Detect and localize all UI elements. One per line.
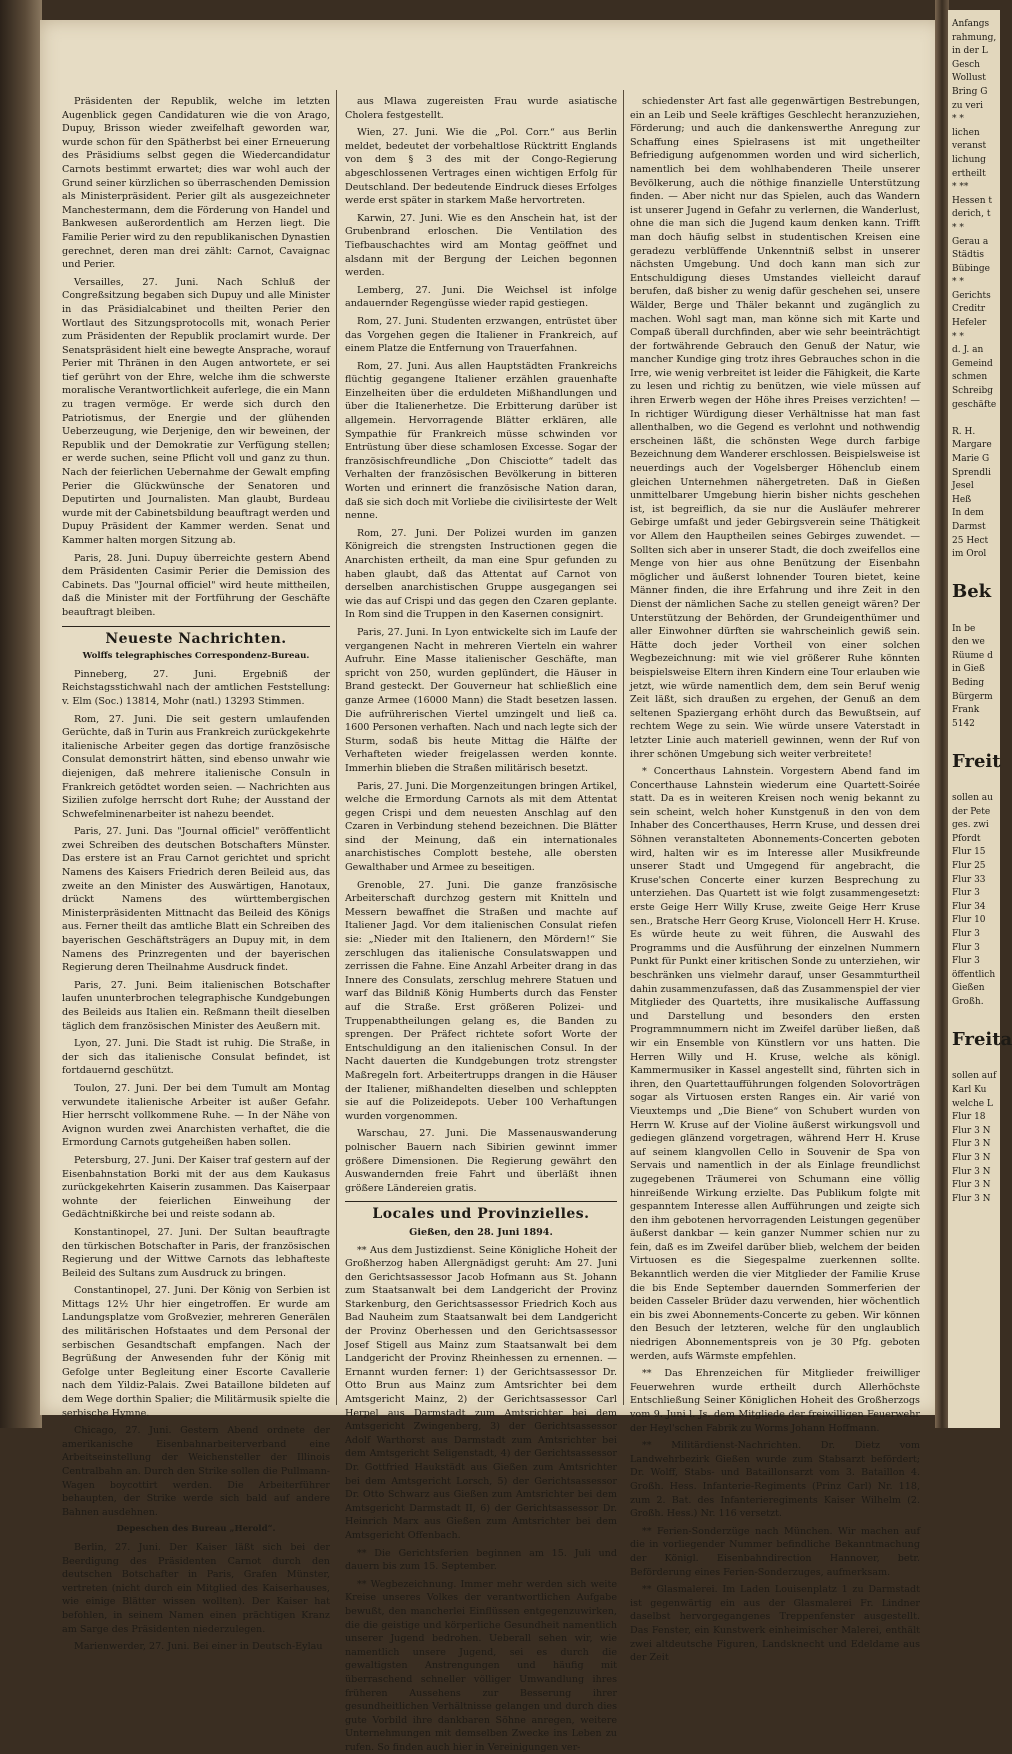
adjacent-page-line bbox=[952, 562, 998, 576]
adjacent-page-line: Creditr bbox=[952, 304, 986, 315]
article-paragraph: ** Ferien-Sonderzüge nach München. Wir machen auf die in vorliegender Nummer befindliche Bekanntmachung der Königl. Eisenbahndirection Hannover, betr. Beförderung eines Ferien-Sonderzuges, aufmerksam. bbox=[630, 1525, 920, 1578]
adjacent-page-line: * * bbox=[952, 222, 964, 233]
adjacent-page-line: Gemeind bbox=[952, 358, 993, 369]
article-paragraph: schiedenster Art fast alle gegenwärtigen Bestrebungen, ein an Leib und Seele kräftiges Geschlecht heranzuziehen, Förderung; und auch die dankenswerthe Anregung zur Schaffung eines Spielrasens ist mit ungetheilter Befriedigung aufgenommen worden und wird sicherlich, namentlich bei dem wohlhabenderen Theile unserer Bevölkerung, auch die nöthige finanzielle Unterstützung finden. — Aber nicht nur das Spielen, auch das Wandern ist unserer Jugend in Gefahr zu verlernen, die Wanderlust, ohne die man sich die Jugend kaum denken kann. Trifft man doch häufig selbst in studentischen Kreisen eine geradezu verblüffende Unkenntniß selbst in unserer nächsten Umgebung. Und doch kann man sich zur Entschuldigung dieses Umstandes vielleicht darauf berufen, daß bisher zu wenig dafür geschehen sei, unsere Wälder, Berge und Thäler bekannt und zugänglich zu machen. Wohl sagt man, man könne sich mit Karte und Compaß überall durchfinden, aber wie sehr beeinträchtigt der fortwährende Gebrauch den Genuß der Natur, wie mancher Kundige ging trotz ihres Gebrauches schon in die Irre, wie wenig verbreitet ist leider die Fähigkeit, die Karte zu lesen und richtig zu benützen, wie viele müssen auf ihren Erwerb wegen der Höhe ihres Preises verzichten! — In richtiger Würdigung dieser Verhältnisse hat man fast allenthalben, wo die Gegend es verlohnt und nothwendig erscheinen läßt, die schönsten Wege durch farbige Bezeichnung dem Wanderer erschlossen. Beispielsweise ist neuerdings auch der Vogelsberger Höhenclub einem gleichen Unternehmen nähergetreten. Daß in Gießen unmittelbarer Umgebung hierin bisher nichts geschehen ist, ist begreiflich, da sie nur die Ausläufer mehrerer Gebirge umfaßt und jeder Gebirgsverein seine Thätigkeit vor Allem den Hauptheilen seines Gebirges zuwendet. — Sollten sich aber in unserer Stadt, die doch zweifellos eine Menge von hier aus ohne Benützung der Eisenbahn möglicher und äußerst lohnender Touren bietet, keine Männer finden, die ihre Erfahrung und ihre Zeit in den Dienst der nämlichen Sache zu stellen geneigt wären? Der Unterstützung der Behörden, der Grundeigenthümer und aller Einwohner dürften sie wahrscheinlich gewiß sein. Hätte doch jeder Vortheil von einer solchen Wegbezeichnung: mit wie viel größerer Ruhe könnten beispielsweise Eltern ihren Kindern eine Tour erlauben wie jetzt, wie würde namentlich dem, dem sein Beruf wenig Zeit läßt, sich draußen zu ergehen, der Genuß an dem seltenen Spaziergang erhöht durch das Bewußtsein, auf rechtem Wege zu sein. Wie würde unsere Vaterstadt in letzter Linie auch materiell gewinnen, wenn der Ruf von ihrer schönen Umgebung sich weiter verbreitete! bbox=[630, 96, 920, 760]
news-item: Karwin, 27. Juni. Wie es den Anschein hat, ist der Grubenbrand erloschen. Die Ventilation des Tiefbauschachtes wird am Montag geöffnet und alsdann mit der Bergung der Leichen begonnen werden. bbox=[345, 212, 617, 279]
adjacent-page-line bbox=[952, 1010, 998, 1024]
adjacent-page-line: Flur 3 bbox=[952, 929, 980, 939]
adjacent-page-line: Flur 33 bbox=[952, 874, 986, 885]
adjacent-page-line: In dem bbox=[952, 508, 984, 519]
adjacent-page-line: Darmst bbox=[952, 521, 986, 532]
adjacent-page-line: Bring G bbox=[952, 86, 988, 97]
adjacent-page-line: ges. zwi bbox=[952, 820, 989, 831]
article-paragraph: ** Glasmalerei. Im Laden Louisenplatz 1 zu Darmstadt ist gegenwärtig ein aus der Glasmalerei Fr. Lindner daselbst hervorgegangenes Treppenfenster ausgestellt. Das Fenster, ein Kunstwerk einheimischer Malerei, enthält zwei altdeutsche Figuren, Landsknecht und Edeldame aus der Zeit bbox=[630, 1584, 920, 1664]
adjacent-page-line: Schreibg bbox=[952, 386, 994, 397]
adjacent-page bbox=[948, 10, 1012, 1428]
adjacent-page-line: Pfordt bbox=[952, 833, 981, 844]
adjacent-page-line: Beding bbox=[952, 677, 985, 688]
news-item: Rom, 27. Juni. Der Polizei wurden im ganzen Königreich die strengsten Instructionen gegen die Anarchisten ertheilt, da man eine Spur gefunden zu haben glaubt, daß das Attentat auf Carnot von derselben anarchistischen Gruppe ausgegangen sei wie das auf Crispi und das gegen den Czaren geplante. In Rom sind die Truppen in den Kasernen consignirt. bbox=[345, 527, 617, 621]
adjacent-page-line: Flur 15 bbox=[952, 847, 986, 858]
adjacent-page-line: Flur 3 bbox=[952, 956, 980, 967]
column-2 bbox=[345, 95, 617, 1753]
news-item: aus Mlawa zugereisten Frau wurde asiatische Cholera festgestellt. bbox=[345, 96, 617, 121]
adjacent-page-line: Flur 3 N bbox=[952, 1139, 991, 1150]
news-item: ** Aus dem Justizdienst. Seine Königliche Hoheit der Großherzog haben Allergnädigst geruht: Am 27. Juni den Gerichtsassessor Jacob Hofmann aus St. Johann zum Staatsanwalt bei dem Landgericht der Provinz Starkenburg, den Gerichtsassessor Friedrich Koch aus Bad Nauheim zum Staatsanwalt bei dem Landgericht der Provinz Oberhessen und den Gerichtsassessor Josef Stigell aus Mainz zum Staatsanwalt bei dem Landgericht der Provinz Rheinhessen zu ernennen. — Ernannt wurden ferner: 1) der Gerichtsassessor Dr. Otto Brun aus Mainz zum Amtsrichter bei dem Amtsgericht Mainz, 2) der Gerichtsassessor Carl Herpel aus Darmstadt zum Amtsrichter bei dem Amtsgericht Zwingenberg, 3) der Gerichtsassessor Adolf Warthorst aus Darmstadt zum Amtsrichter bei dem Amtsgericht Seligenstadt, 4) der Gerichtsassessor Dr. Gottfried Haukstädt aus Gießen zum Amtsrichter bei dem Amtsgericht Lorsch, 5) der Gerichtsassessor Dr. Otto Schwarz aus Gießen zum Amtsrichter bei dem Amtsgericht Darmstadt II, 6) der Gerichtsassessor Dr. Heinrich Marx aus Gießen zum Amtsrichter bei dem Amtsgericht Offenbach. bbox=[345, 1244, 617, 1541]
adjacent-page-line: * * bbox=[952, 114, 964, 125]
section-rule bbox=[345, 1201, 617, 1202]
adjacent-page-line: derich, t bbox=[952, 209, 991, 220]
column-divider bbox=[623, 90, 624, 1405]
dateline: Gießen, den 28. Juni 1894. bbox=[409, 1226, 553, 1238]
adjacent-page-line bbox=[952, 1057, 998, 1071]
adjacent-page-line: sollen au bbox=[952, 793, 993, 804]
article-paragraph: ** Das Ehrenzeichen für Mitglieder freiwilliger Feuerwehren wurde ertheilt durch Allerhöchste Entschließung Seiner Königlichen Hoheit des Großherzogs vom 9. Juni l. Js. dem Mitgliede der freiwilligen Feuerwehr der Heyl'schen Fabrik zu Worms Johann Hoffmann. bbox=[630, 1368, 920, 1434]
book-gutter bbox=[935, 0, 949, 1428]
adjacent-page-line: Gesch bbox=[952, 59, 980, 70]
adjacent-page-line: Flur 18 bbox=[952, 1112, 986, 1123]
news-item: Petersburg, 27. Juni. Der Kaiser traf gestern auf der Eisenbahnstation Borki mit der aus dem Kaukasus zurückgekehrten Kaiserin zusammen. Das Kaiserpaar wohnte der feierlichen Einweihung der Gedächtnißkirche bei und reiste sodann ab. bbox=[62, 1154, 330, 1221]
adjacent-page-line: Sprendli bbox=[952, 467, 991, 478]
adjacent-page-line: Rüume d bbox=[952, 650, 993, 661]
section-subheading: Depeschen des Bureau „Herold“. bbox=[116, 1524, 276, 1535]
news-item: Konstantinopel, 27. Juni. Der Sultan beauftragte den türkischen Botschafter in Paris, der französischen Regierung und der Wittwe Carnots das lebhafteste Beileid des Sultans zum Ausdruck zu bringen. bbox=[62, 1226, 330, 1279]
adjacent-page-line: Flur 3 bbox=[952, 888, 980, 899]
adjacent-page-line: schmen bbox=[952, 372, 988, 383]
news-item: ** Wegbezeichnung. Immer mehr werden sich weite Kreise unseres Volkes der verantwortlichen Aufgabe bewußt, den mancherlei Einflüssen entgegenzuwirken, die die geistige und körperliche Gesundheit namentlich unserer Jugend bedrohen. Ueberall sehen wir, wie namentlich unsere Jugend, sei es durch die gewaltigsten Anstrengungen und häufig mit überraschend schneller völliger Umwandlung ihres früheren Aussehens zur Besserung ihrer gesundheitlichen Verhältnisse gelangen und durch dies gute Vorbild ihre dankbaren Söhne anregen, weitere Unternehmungen mit demselben Zwecke ins Leben zu rufen. So finden auch hier in Vereinigungen ver- bbox=[345, 1578, 617, 1753]
adjacent-page-line: R. H. bbox=[952, 426, 976, 437]
adjacent-page-line: Gerau a bbox=[952, 236, 989, 247]
article-paragraph: Paris, 28. Juni. Dupuy überreichte gestern Abend dem Präsidenten Casimir Perier die Demission des Cabinets. Das "Journal officiel" wird heute mittheilen, daß die Minister mit der Fortführung der Geschäfte beauftragt bleiben. bbox=[62, 552, 330, 618]
adjacent-page-line: In be bbox=[952, 623, 976, 634]
adjacent-page-line: in der L bbox=[952, 46, 988, 57]
news-item: Warschau, 27. Juni. Die Massenauswanderung polnischer Bauern nach Sibirien gewinnt immer größere Dimensionen. Die Regierung gewährt den Auswandernden freie Fahrt und überläßt ihnen größere Ländereien gratis. bbox=[345, 1128, 617, 1194]
adjacent-page-line: Marie G bbox=[952, 454, 990, 464]
article-paragraph: Versailles, 27. Juni. Nach Schluß der Congreßsitzung begaben sich Dupuy und alle Minister in das Präsidialcabinet und theilten Perier den Wortlaut des Sitzungsprotocolls mit, wonach Perier zum Präsidenten der Republik proclamirt wurde. Der Senatspräsident hielt eine bewegte Ansprache, worauf Perier mit Thränen in den Augen antwortete, er sei tief gerührt von der Ehre, welche ihm die schwerste moralische Verantwortlichkeit auferlege, die ein Mann zu tragen vermöge. Er werde sich durch den Patriotismus, der Energie und der glühenden Ueberzeugung, wie Derjenige, den wir beweinen, der Republik und der Demokratie zur Verfügung stellen; er werde suchen, seine Pflicht voll und ganz zu thun. Nach der feierlichen Uebernahme der Gewalt empfing Perier die Glückwünsche der Senatoren und Deputirten und Journalisten. Man glaubt, Burdeau wurde mit der Cabinetsbildung beauftragt werden und Dupuy Präsident der Kammer werden. Senat und Kammer halten morgen Sitzung ab. bbox=[62, 276, 330, 546]
news-item: Toulon, 27. Juni. Der bei dem Tumult am Montag verwundete italienische Arbeiter ist außer Gefahr. Hier herrscht vollkommene Ruhe. — In der Nähe von Avignon wurden zwei Anarchisten verhaftet, die die Ermordung Carnots gutgeheißen haben sollen. bbox=[62, 1082, 330, 1149]
news-item: Wien, 27. Juni. Wie die „Pol. Corr.“ aus Berlin meldet, bedeutet der vorbehaltlose Rücktritt Englands von dem § 3 des mit der Congo-Regierung abgeschlossenen Vertrages einen wichtigen Erfolg für Deutschland. Der bedeutende Eindruck dieses Erfolges werde erst später in starkem Maße hervortreten. bbox=[345, 127, 617, 207]
section-rule bbox=[62, 626, 330, 627]
column-3 bbox=[630, 95, 920, 1664]
adjacent-page-line: Hessen t bbox=[952, 195, 993, 206]
adjacent-page-text bbox=[948, 10, 1012, 1206]
adjacent-page-line: 5142 bbox=[952, 718, 975, 729]
adjacent-page-line: Margare bbox=[952, 440, 992, 451]
news-item: Marienwerder, 27. Juni. Bei einer in Deutsch-Eylau bbox=[74, 1641, 323, 1653]
news-item: Paris, 27. Juni. Das "Journal officiel" veröffentlicht zwei Schreiben des deutschen Botschafters Münster. Das erstere ist an Frau Carnot gerichtet und spricht Namens des Kaisers Friedrich deren Beileid aus, das zweite an den Minister des Auswärtigen, Hanotaux, drückt Namens des württembergischen Ministerpräsidenten Mittnacht das Beileid des Königs aus. Ferner theilt das amtliche Blatt ein Schreiben des bayerischen Geschäftsträgers an Dupuy mit, in dem Namens des Prinzregenten und der bayerischen Regierung deren Theilnahme Ausdruck findet. bbox=[62, 826, 330, 974]
adjacent-page-line: öffentlich bbox=[952, 969, 996, 980]
adjacent-page-line: Städtis bbox=[952, 250, 985, 261]
adjacent-page-line: geschäfte bbox=[952, 399, 997, 410]
news-item: Paris, 27. Juni. Beim italienischen Botschafter laufen ununterbrochen telegraphische Kundgebungen des Beileids aus Italien ein. Reßmann theilt dieselben täglich dem französischen Minister des Aeußern mit. bbox=[62, 979, 330, 1032]
adjacent-page-line: Flur 25 bbox=[952, 861, 986, 872]
adjacent-page-line: Bürgerm bbox=[952, 691, 993, 702]
adjacent-page-line: Freit bbox=[952, 750, 1001, 772]
adjacent-page-line: Gießen bbox=[952, 983, 985, 994]
article-paragraph: Präsidenten der Republik, welche im letzten Augenblick gegen Candidaturen wie die von Arago, Dupuy, Brisson wieder zweifelhaft geworden war, wurde schon für den Spätherbst bei einer Erneuerung des Präsidiums selbst gegen die Wiedercandidatur Carnots bestimmt erwartet; dies war wohl auch der Grund seiner kürzlichen so überraschenden Demission als Ministerpräsident. Perier gilt als ausgezeichneter Manchestermann, dem die Förderung von Handel und Bankwesen außerordentlich am Herzen liegt. Die Familie Perier wird zu den republikanischen Dynastien gerechnet, deren man drei zählt: Carnot, Cavaignac und Perier. bbox=[62, 96, 330, 271]
news-item: Constantinopel, 27. Juni. Der König von Serbien ist Mittags 12½ Uhr hier eingetroffen. Er wurde am Landungsplatze vom Großvezier, mehreren Generälen des militärischen Hofstaates und dem Personal der serbischen Gesandtschaft empfangen. Nach der Begrüßung der Anwesenden fuhr der König mit Gefolge unter Begleitung einer Escorte Cavallerie nach dem Yildiz-Palais. Zwei Bataillone bildeten auf dem Wege dorthin Spalier; die Militärmusik spielte die serbische Hymne. bbox=[62, 1285, 330, 1419]
adjacent-page-line: rahmung, bbox=[952, 32, 997, 43]
news-item: Lemberg, 27. Juni. Die Weichsel ist infolge andauernder Regengüsse wieder rapid gestiegen. bbox=[345, 284, 617, 310]
adjacent-page-line: Flur 3 N bbox=[952, 1166, 991, 1177]
news-item: Berlin, 27. Juni. Der Kaiser läßt sich bei der Beerdigung des Präsidenten Carnot durch den deutschen Botschafter in Paris, Grafen Münster, vertreten (nicht durch ein Mitglied des Kaiserhauses, wie einige Blätter wissen wollten). Der Kaiser hat befohlen, in seinem Namen einen prächtigen Kranz am Sarge des Präsidenten niederzulegen. bbox=[62, 1541, 330, 1635]
adjacent-page-line: Frank bbox=[952, 705, 980, 716]
article-paragraph: * Concerthaus Lahnstein. Vorgestern Abend fand im Concerthause Lahnstein wiederum eine Quartett-Soirée statt. Da es in weiteren Kreisen noch wenig bekannt zu sein scheint, welch hoher Kunstgenuß in den von dem Inhaber des Concerthauses, Herrn Kruse, und dessen drei Söhnen veranstalteten Abonnements-Concerten geboten wird, halten wir es im Interesse aller Musikfreunde unserer Stadt und Umgegend für angebracht, die Kruse'schen Concerte einer kurzen Besprechung zu unterziehen. Das Quartett ist wie folgt zusammengesetzt: erste Geige Herr Willy Kruse, zweite Geige Herr Kruse sen., Bratsche Herr Georg Kruse, Violoncell Herr H. Kruse. Es würde heute zu weit führen, die Auswahl des Programms und die Ausführung der einzelnen Nummern Punkt für Punkt einer kritischen Sonde zu unterziehen, wir beschränken uns vielmehr darauf, unser Gesammturtheil dahin zusammenzufassen, daß das Zusammenspiel der vier Mitglieder des Quartetts, ihre musikalische Auffassung und Darstellung und besonders den ersten Programmnummern nicht im Zweifel darüber ließen, daß wir ein Ensemble von Künstlern vor uns hatten. Die Herren Willy und H. Kruse, welche als königl. Kammermusiker in Kassel angestellt sind, führten sich in ihren, den Quartettaufführungen folgenden Solovorträgen sogar als Virtuosen ersten Ranges ein. Air varié von Vieuxtemps und „Die Biene“ von Schubert wurden von Herrn W. Kruse auf der Violine äußerst wirkungsvoll und gediegen glänzend vorgetragen, während Herr H. Kruse auf seinem klangvollen Cello in Souvenir de Spa von Servais und namentlich in der als Einlage freundlichst zugegebenen Träumerei von Schumann eine völlig hinreißende Wirkung erzielte. Das Publikum folgte mit gespanntem Interesse allen Aufführungen und zeigte sich den ihm gebotenen hervorragenden Leistungen gegenüber äußerst dankbar — kein ganzer Nummer schien nur zu fein, daß es im Zweifel darüber blieb, welchem der beiden Virtuosen es die Siegespalme zuerkennen sollte. Bekanntlich werden die vier Mitglieder der Familie Kruse die bis Ende September dauernden Sommerferien der beiden Casseler Brüder dazu verwenden, hier wöchentlich ein bis zwei Abonnements-Concerte zu geben. Wir können den Besuch der letzteren, welche für den unglaublich niedrigen Abonnementspreis von je 30 Pfg. geboten werden, aufs Wärmste empfehlen. bbox=[630, 766, 920, 1362]
adjacent-page-line: welche L bbox=[952, 1098, 993, 1109]
adjacent-page-line: d. J. an bbox=[952, 345, 984, 356]
article-paragraph: ** Militärdienst-Nachrichten. Dr. Dietz vom Landwehrbezirk Gießen wurde zum Stabsarzt befördert; Dr. Wolff, Stabs- und Bataillonsarzt vom 3. Bataillon 4. Großh. Hess. Infanterie-Regiments (Prinz Carl) Nr. 118, zum 2. Bat. des Infanterieregiments Kaiser Wilhelm (2. Großh. Hess.) Nr. 116 versetzt. bbox=[630, 1440, 920, 1520]
adjacent-page-line bbox=[952, 609, 998, 623]
adjacent-page-line: Hefeler bbox=[952, 318, 987, 329]
news-item: Rom, 27. Juni. Die seit gestern umlaufenden Gerüchte, daß in Turin aus Frankreich zurückgekehrte italienische Arbeiter gegen das dortige französische Consulat demonstrirt hätten, sind ebenso unwahr wie diejenigen, daß mehrere italienische Consuln in Frankreich getödtet worden seien. — Nachrichten aus Sizilien zufolge herrscht dort Ruhe; der Ausstand der Schwefelminenarbeiter ist nahezu beendet. bbox=[62, 713, 330, 820]
book-edge bbox=[0, 0, 42, 1428]
column-1 bbox=[62, 95, 330, 1653]
news-item: ** Die Gerichtsferien beginnen am 15. Juli und dauern bis zum 15. September. bbox=[345, 1547, 617, 1573]
adjacent-page-line: veranst bbox=[952, 141, 987, 152]
column-divider bbox=[336, 90, 337, 1405]
adjacent-page-line bbox=[952, 731, 998, 745]
newspaper-page bbox=[40, 20, 942, 1753]
adjacent-page-line: Flur 3 N bbox=[952, 1125, 991, 1136]
adjacent-page-line: im Orol bbox=[952, 549, 987, 560]
adjacent-page-line: in Gieß bbox=[952, 664, 985, 675]
news-item: Rom, 27. Juni. Aus allen Hauptstädten Frankreichs flüchtig gegangene Italiener erzählen grauenhafte Einzelheiten über die erduldeten Mißhandlungen und über die Italienerhetze. Die Erbitterung darüber ist allgemein. Hervorragende Blätter erklären, alle Sympathie für Frankreich müsse schwinden vor Entrüstung über diese schamlosen Excesse. Sogar der französischfreundliche „Don Chisciotte“ tadelt das Verhalten der französischen Bevölkerung in bitteren Worten und erinnert die französische Nation daran, daß sie sich doch mit Vorliebe die civilisirteste der Welt nenne. bbox=[345, 360, 617, 522]
news-item: Chicago, 27. Juni. Gestern Abend ordnete der amerikanische Eisenbahnarbeiterverband eine Arbeitseinstellung der Weichensteller der Illinois Centralbahn an. Durch den Strike sollen die Pullmann-Wagen boycottirt werden. Die Arbeiterführer behaupten, der Strike werde sich bald auf andere Bahnen ausdehnen. bbox=[62, 1425, 330, 1518]
adjacent-page-line bbox=[952, 778, 998, 792]
adjacent-page-line: Flur 34 bbox=[952, 901, 986, 912]
adjacent-page-line: Gerichts bbox=[952, 290, 991, 301]
adjacent-page-line: 25 Hect bbox=[952, 535, 989, 546]
adjacent-page-line bbox=[952, 412, 998, 426]
adjacent-page-line: Freita bbox=[952, 1029, 1012, 1051]
adjacent-page-line: Karl Ku bbox=[952, 1084, 987, 1095]
adjacent-page-line: Flur 3 N bbox=[952, 1152, 991, 1163]
adjacent-page-line: sollen auf bbox=[952, 1071, 997, 1082]
adjacent-page-line: Heß bbox=[952, 494, 972, 505]
news-item: Lyon, 27. Juni. Die Stadt ist ruhig. Die Straße, in der sich das italienische Consulat befindet, ist fortdauernd geschützt. bbox=[62, 1038, 330, 1077]
news-item: Pinneberg, 27. Juni. Ergebniß der Reichstagsstichwahl nach der amtlichen Feststellung: v. Elm (Soc.) 13814, Mohr (natl.) 13293 Stimmen. bbox=[62, 668, 330, 707]
adjacent-page-line: Großh. bbox=[952, 996, 984, 1007]
adjacent-page-line: * * bbox=[952, 331, 964, 342]
adjacent-page-line: Flur 3 bbox=[952, 942, 980, 953]
section-heading: Neueste Nachrichten. bbox=[105, 630, 287, 647]
adjacent-page-line: Anfangs bbox=[952, 19, 990, 29]
adjacent-page-line: Wollust bbox=[952, 73, 986, 84]
adjacent-page-line: Bübinge bbox=[952, 263, 990, 274]
adjacent-page-line: * ** bbox=[952, 182, 969, 193]
news-item: Paris, 27. Juni. In Lyon entwickelte sich im Laufe der vergangenen Nacht in mehreren Vierteln ein wahrer Aufruhr. Eine Masse italienischer Geschäfte, man spricht von 250, wurden geplündert, die Häuser in Brand gesteckt. Der Gouverneur hat schließlich eine ganze Armee (16000 Mann) die Stadt besetzen lassen. Die aufrührerischen Viertel umzingelt und ließ ca. 1600 Personen verhaften. Nach und nach legte sich der Sturm, sodaß bis heute Mittag die Hälfte der Verhafteten wieder freigelassen werden konnte. Immerhin blieben die Straßen militärisch besetzt. bbox=[345, 626, 617, 774]
adjacent-page-line: den we bbox=[952, 637, 985, 648]
adjacent-page-line: Bek bbox=[952, 581, 992, 603]
news-item: Grenoble, 27. Juni. Die ganze französische Arbeiterschaft durchzog gestern mit Knitteln und Messern bewaffnet die Straßen und machte auf Italiener Jagd. Vor dem italienischen Consulat riefen sie: „Nieder mit den Italienern, den Mördern!“ Sie zerschlugen das italienische Consulatswappen und zerrissen die Fahne. Eine Anzahl Arbeiter drang in das Innere des Consulats, zerschlug mehrere Statuen und warf das Bildniß König Humberts durch das Fenster auf die Straße. Erst größeren Polizei- und Truppenabtheilungen gelang es, die Banden zu sprengen. Der Präfect richtete sofort Worte der Entschuldigung an den italienischen Consul. In der Nacht dauerten die Kundgebungen trotz strengster Maßregeln fort. Arbeitertrupps drangen in die Häuser der Italiener, mißhandelten dieselben und schleppten sie auf die Polizeidepots. Ueber 100 Verhaftungen wurden vorgenommen. bbox=[345, 879, 617, 1122]
adjacent-page-line: Flur 10 bbox=[952, 915, 986, 926]
adjacent-page-line: Jesel bbox=[952, 481, 974, 492]
adjacent-page-line: ertheilt bbox=[952, 168, 986, 179]
adjacent-page-line: lichen bbox=[952, 127, 980, 138]
adjacent-page-line: lichung bbox=[952, 154, 986, 165]
adjacent-page-line: Flur 3 N bbox=[952, 1193, 991, 1204]
news-item: Rom, 27. Juni. Studenten erzwangen, entrüstet über das Vorgehen gegen die Italiener in Frankreich, auf einem Platze die Entfernung von Trauerfahnen. bbox=[345, 315, 617, 355]
adjacent-page-line: zu veri bbox=[952, 100, 983, 111]
news-item: Paris, 27. Juni. Die Morgenzeitungen bringen Artikel, welche die Ermordung Carnots als mit dem Attentat gegen Crispi und dem neuesten Anschlag auf den Czaren in Verbindung stehend bezeichnen. Die Blätter sind der Meinung, daß ein internationales anarchistisches Complott bestehe, alle obersten Gewalthaber und Armee zu beseitigen. bbox=[345, 780, 617, 874]
section-subheading: Wolffs telegraphisches Correspondenz-Bureau. bbox=[82, 651, 310, 662]
adjacent-page-line: der Pete bbox=[952, 806, 991, 817]
adjacent-page-line: * * bbox=[952, 277, 964, 288]
section-heading: Locales und Provinzielles. bbox=[372, 1206, 590, 1223]
adjacent-page-line: Flur 3 N bbox=[952, 1180, 991, 1191]
